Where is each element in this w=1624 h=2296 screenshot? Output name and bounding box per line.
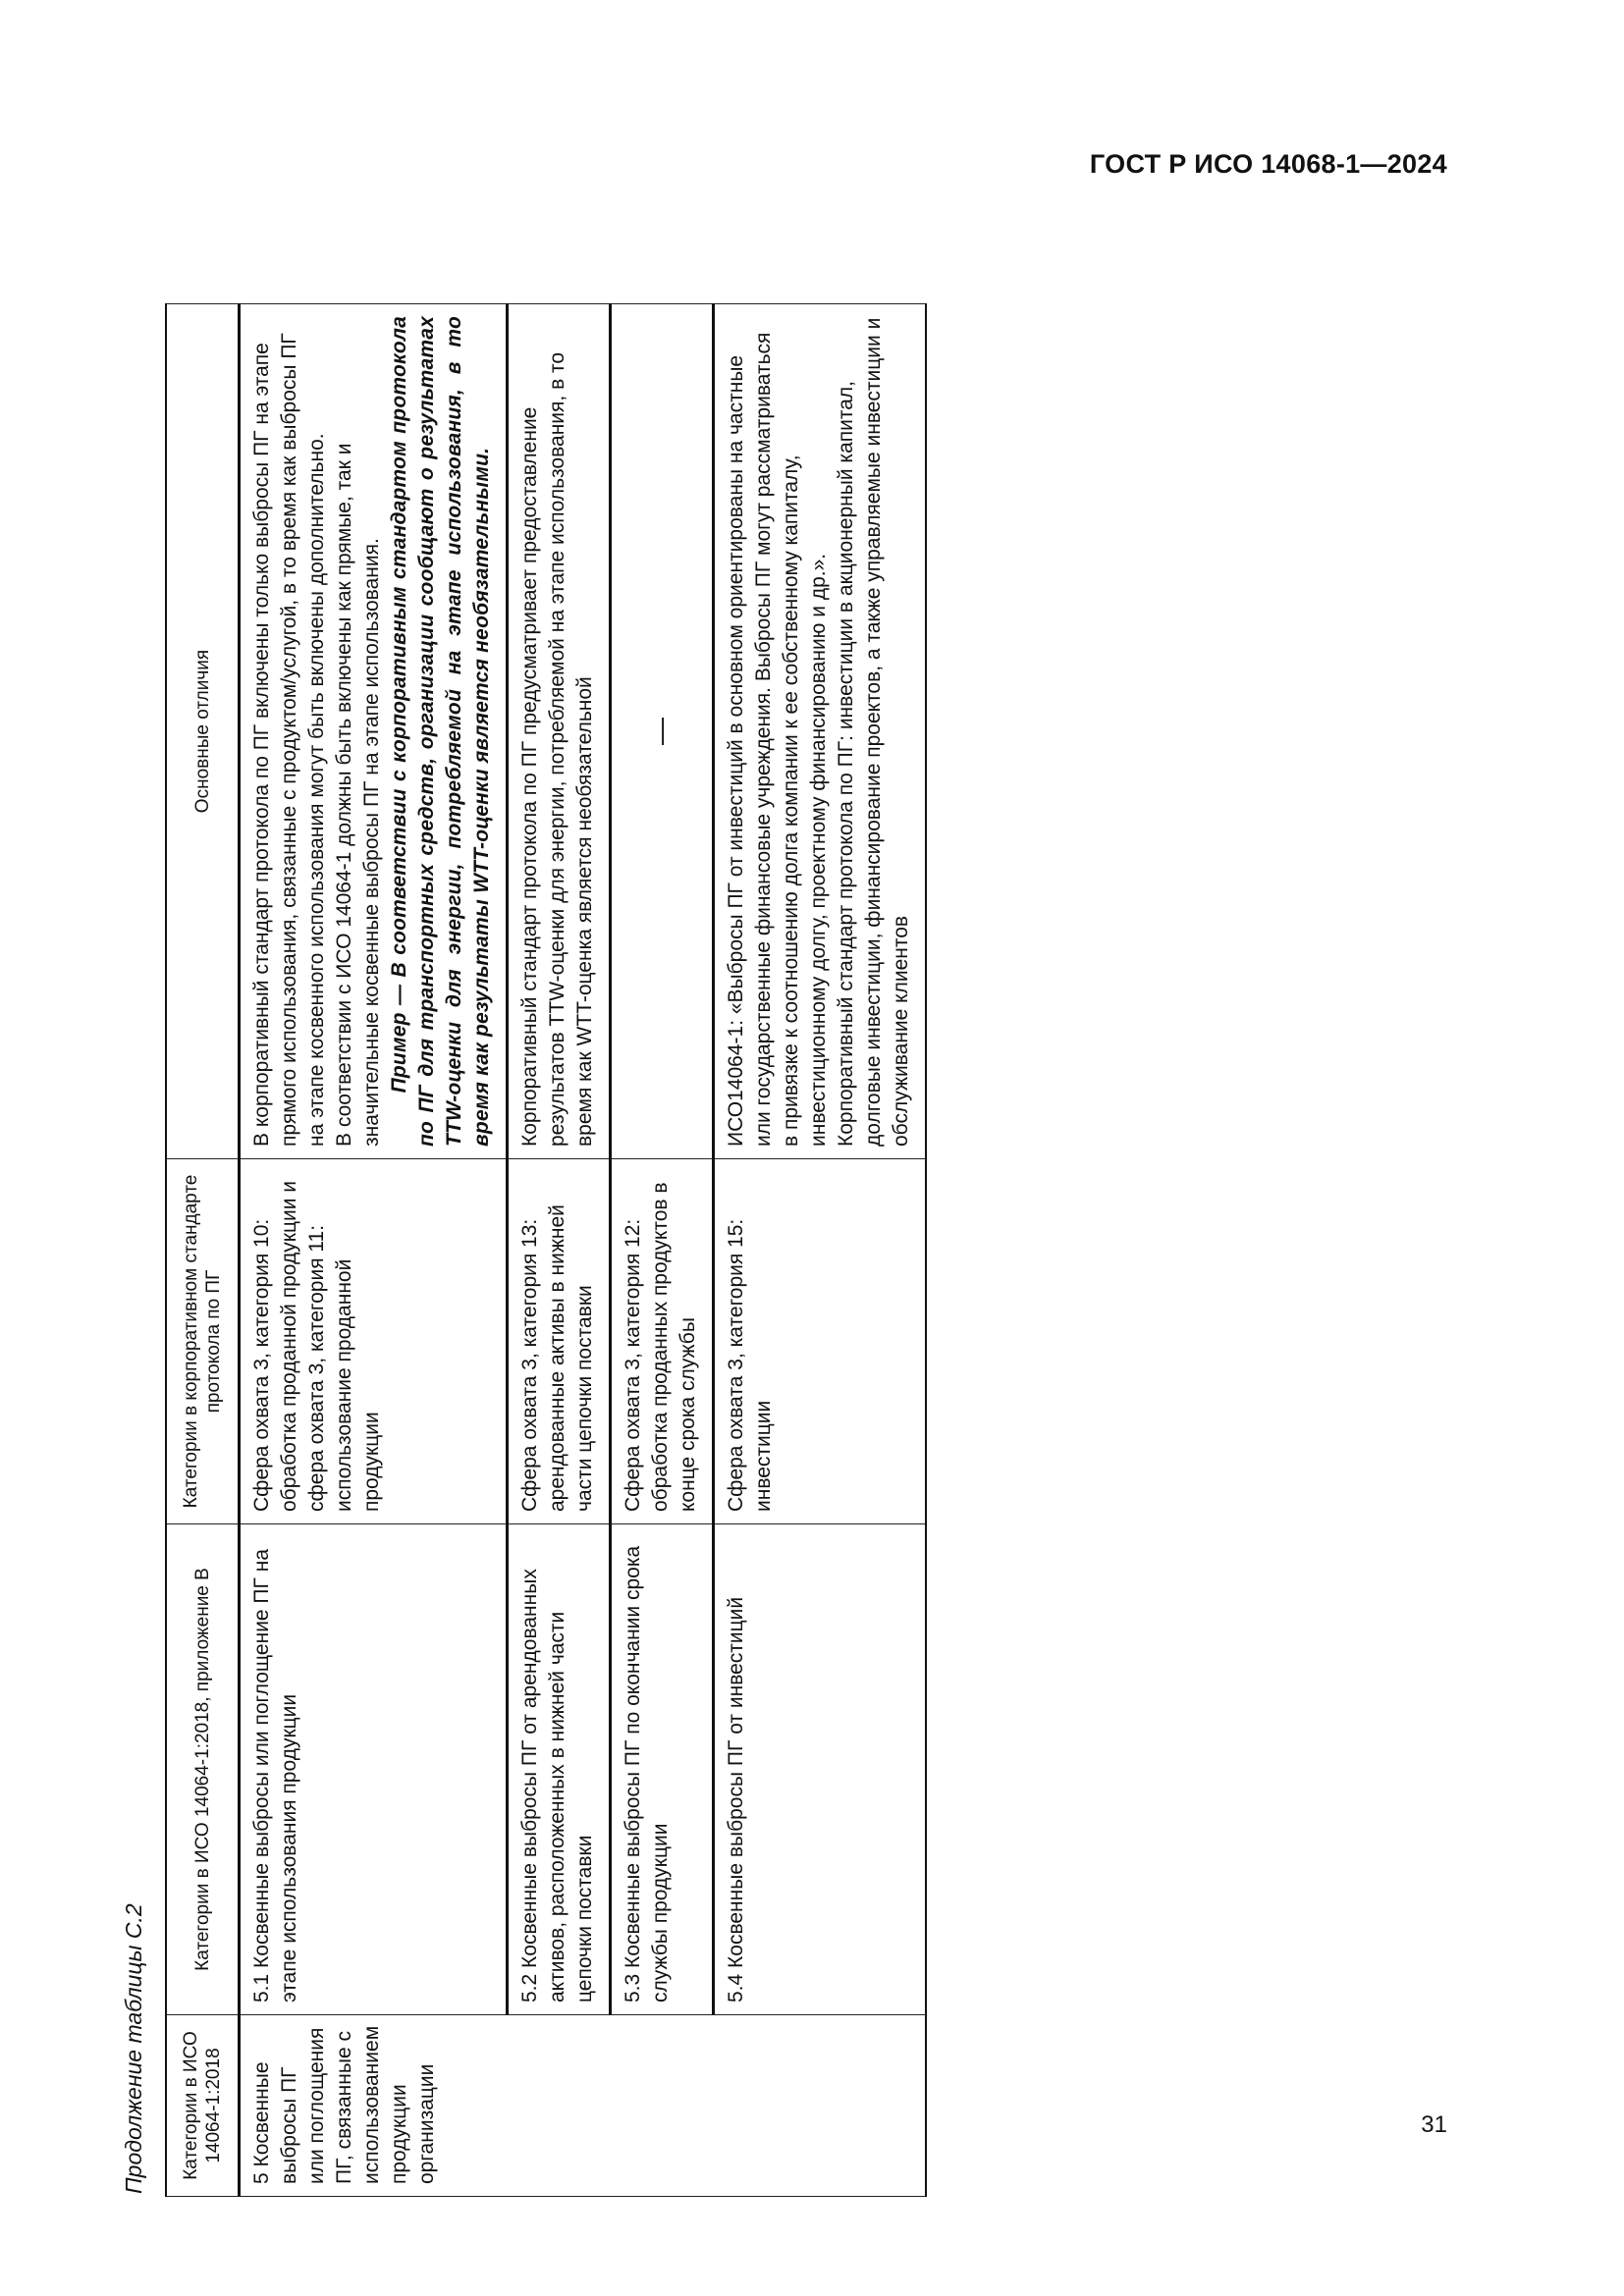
- differences-paragraph: ИСО14064-1: «Выбросы ПГ от инвестиций в основном ориентированы на частные или государственные финансовые учреждения. Выбросы ПГ могут рассматриваться в привязке к соотношению долга компании к ее собственному капиталу, инвестиционному долгу, проектному финансированию и др.».: [725, 332, 830, 1147]
- annex-b-cell: 5.4 Косвенные выбросы ПГ от инвестиций: [714, 1524, 927, 2015]
- page-number: 31: [1421, 2111, 1447, 2138]
- header-iso-categories: Категории в ИСО 14064-1:2018: [166, 2015, 240, 2197]
- header-main-differences: Основные отличия: [166, 304, 240, 1159]
- table-row: [611, 304, 714, 2197]
- group-category-cell: 5 Косвенные выбросы ПГ или поглощения ПГ, связанные с использованием продукции организации: [240, 2015, 927, 2197]
- differences-paragraph: В соответствии с ИСО 14064-1 должны быть включены как прямые, так и значительные косвенные выбросы ПГ на этапе использования.: [333, 443, 383, 1147]
- table-row: [714, 304, 927, 2197]
- differences-paragraph: В корпоративный стандарт протокола по ПГ включены только выбросы ПГ на этапе прямого использования, связанные с продуктом/услугой, в то время как выбросы ПГ на этапе косвенного использования могут быть включены дополнительно.: [250, 333, 328, 1147]
- ghg-protocol-cell: Сфера охвата 3, категория 10: обработка проданной продукции и сфера охвата 3, категория 11: использование проданной продукции: [240, 1159, 508, 1524]
- differences-cell: [714, 304, 927, 1159]
- differences-cell: [508, 304, 611, 1159]
- table-header-row: [166, 304, 240, 2197]
- document-header-title: ГОСТ Р ИСО 14068-1—2024: [1089, 149, 1447, 179]
- annex-b-cell: 5.2 Косвенные выбросы ПГ от арендованных активов, расположенных в нижней части цепочки поставки: [508, 1524, 611, 2015]
- annex-b-cell: 5.3 Косвенные выбросы ПГ по окончании срока службы продукции: [611, 1524, 714, 2015]
- ghg-protocol-cell: Сфера охвата 3, категория 13: арендованные активы в нижней части цепочки поставки: [508, 1159, 611, 1524]
- header-ghg-protocol-categories: Категории в корпоративном стандарте протокола по ПГ: [166, 1159, 240, 1524]
- table-row: [240, 304, 508, 2197]
- differences-cell: [240, 304, 508, 1159]
- differences-paragraph: Корпоративный стандарт протокола по ПГ: инвестиции в акционерный капитал, долговые инвестиции, финансирование проектов, а также управляемые инвестиции и обслуживание клиентов: [835, 317, 912, 1147]
- example-note: Пример — В соответствии с корпоративным стандартом протокола по ПГ для транспортных средств, организации сообщают о результатах TTW-оценки для энергии, потребляемой на этапе использования, в то время как результаты WTT-оценки является необязательными.: [388, 316, 493, 1147]
- table-row: [508, 304, 611, 2197]
- differences-dash-cell: —: [611, 304, 714, 1159]
- rotated-table-area: [108, 238, 1306, 2197]
- annex-b-cell: 5.1 Косвенные выбросы или поглощение ПГ на этапе использования продукции: [240, 1524, 508, 2015]
- differences-paragraph: Корпоративный стандарт протокола по ПГ предусматривает предоставление результатов TTW-оценки для энергии, потребляемой на этапе использования, в то время как WTT-оценка является необязательной: [518, 351, 596, 1147]
- table-caption: Продолжение таблицы С.2: [121, 1903, 146, 2194]
- header-annex-b-categories: Категории в ИСО 14064-1:2018, приложение В: [166, 1524, 240, 2015]
- ghg-protocol-cell: Сфера охвата 3, категория 12: обработка проданных продуктов в конце срока службы: [611, 1159, 714, 1524]
- ghg-protocol-cell: Сфера охвата 3, категория 15: инвестиции: [714, 1159, 927, 1524]
- comparison-table: [165, 303, 927, 2197]
